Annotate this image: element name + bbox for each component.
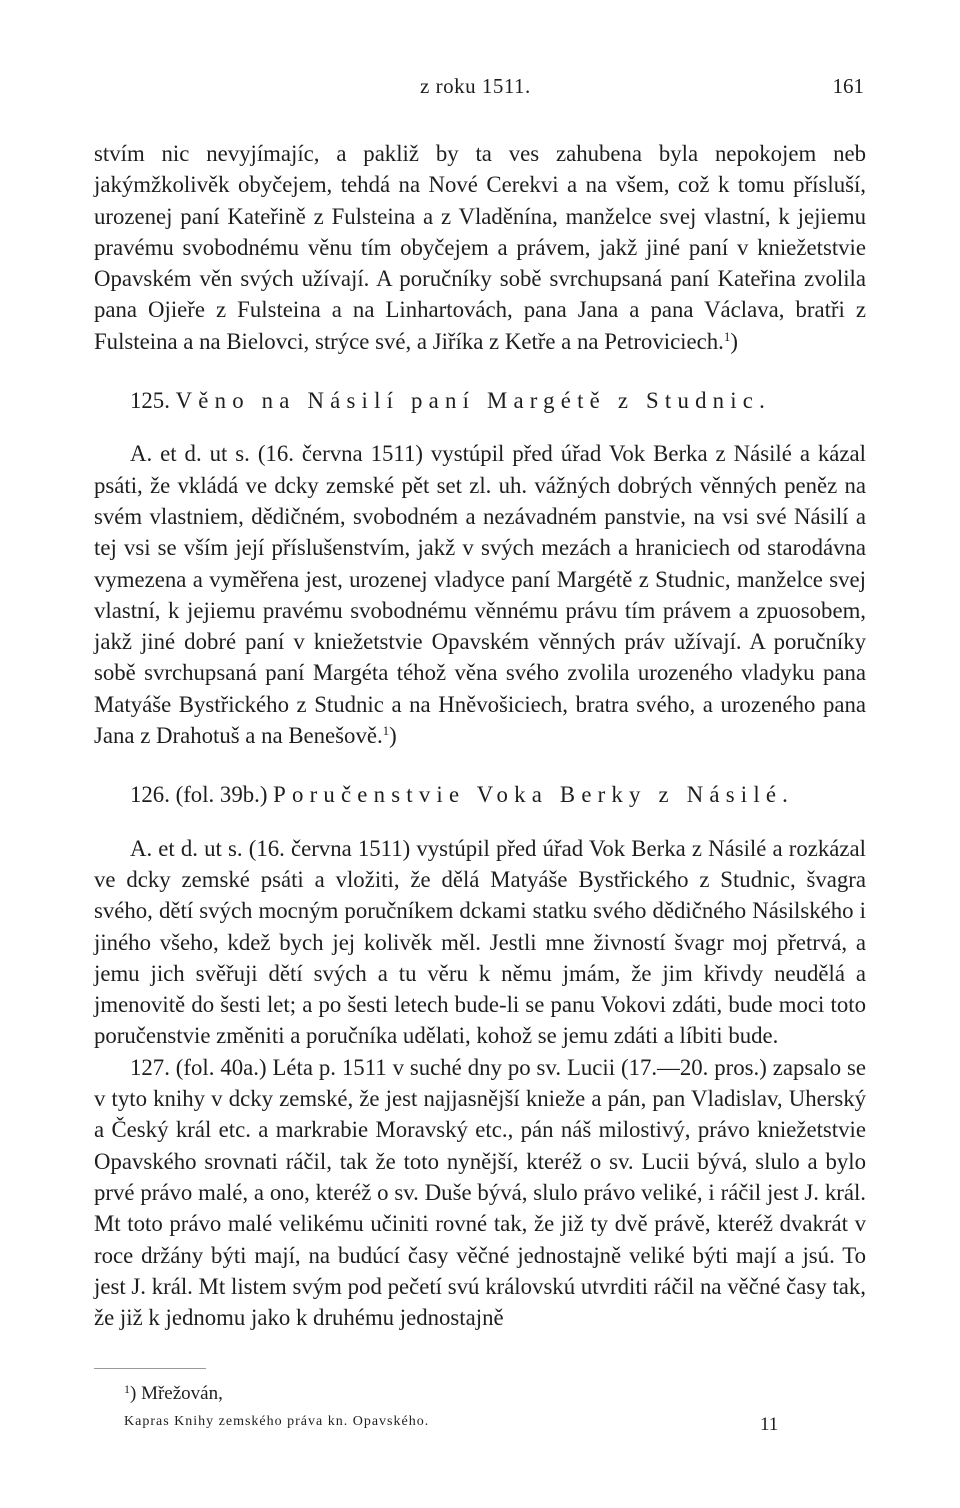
paragraph: A. et d. ut s. (16. června 1511) vystúpil před úřad Vok Berka z Násilé a kázal psáti, že vkládá ve dcky zemské pět set zl. uh. vážných dobrých věnných peněz na svém vlastniem, dědičném, svobodném a nezávadném panstvie, na vsi své Násilí a tej vsi se vším její příslušenstvím, jakž v svých mezách a hraniciech od starodávna vymezena a vyměřena jest, urozenej vladyce paní Margétě z Studnic, manželce svej vlastní, k jejiemu pravému svobodnému věnnému právu tím právem a zpuosobem, jakž jiné dobré paní v kniežetstvie Opavském věnných práv užívají. A poručníky sobě svrchupsaná paní Margéta téhož věna svého zvolila urozeného vladyku pana Matyáše Bystřického z Studnic a na Hněvošiciech, bratra svého, a urozeného pana Jana z Drahotuš a na Benešově.$^1$) — [94, 441, 866, 749]
signature-mark: 11 — [760, 1414, 779, 1435]
body-text — [94, 138, 866, 1333]
entry-heading-125 — [94, 385, 866, 416]
footnote-ref: 1 — [723, 328, 731, 344]
entry-title: Poručenstvie Voka Berky z Násilé. — [273, 782, 795, 808]
imprint-line: Kapras Knihy zemského práva kn. Opavského. — [124, 1414, 430, 1429]
running-title: z roku 1511. — [420, 74, 531, 98]
entry-lead: 127. (fol. 40a.) — [130, 1054, 267, 1080]
entry-heading-126 — [94, 779, 866, 810]
paragraph: stvím nic nevyjímajíc, a pakliž by ta ves zahubena byla nepokojem neb jakýmžkolivěk obyčejem, tehdá na Nové Cerekvi a na všem, což k tomu přísluší, urozenej paní Kateřině z Fulsteina a z Vladěnína, manželce svej vlastní, k jejiemu pravému svobodnému věnu tím obyčejem a právem, jakž jiné paní v kniežetstvie Opavském věn svých užívají. A poručníky sobě svrchupsaná paní Kateřina zvolila pana Ojieře z Fulsteina a na Linhartovách, pana Jana a pana Václava, bratři z Fulsteina a na Bielovci, strýce své, a Jiříka z Ketře a na Petroviciech.$^1$) — [94, 141, 866, 354]
paragraph — [94, 833, 866, 1052]
page-number: 161 — [832, 74, 864, 98]
entry-number: 125. — [130, 388, 170, 414]
footnote-text: Mřežován, — [141, 1383, 223, 1404]
paragraph — [94, 1052, 866, 1334]
paragraph-text: A. et d. ut s. (16. června 1511) vystúpil před úřad Vok Berka z Násilé a kázal psáti, že vkládá ve dcky zemské pět set zl. uh. vážných dobrých věnných peněz na svém vlastniem, dědičném, svobodném a nezávadném panstvie, na vsi své Násilí a tej vsi se vším její příslušenstvím, jakž v svých mezách a hraniciech od starodávna vymezena a vyměřena jest, urozenej vladyce paní Margétě z Studnic, manželce svej vlastní, k jejiemu pravému svobodnému věnnému právu tím právem a zpuosobem, jakž jiné dobré paní v kniežetstvie Opavském věnných práv užívají. A poručníky sobě svrchupsaná paní Margéta téhož věna svého zvolila urozeného vladyku pana Matyáše Bystřického z Studnic a na Hněvošiciech, bratra svého, a urozeného pana Jana z Drahotuš a na Benešově. — [94, 441, 866, 749]
entry-number: 126. — [130, 782, 170, 808]
footnote-divider — [94, 1368, 206, 1369]
footnote: $^1$) Mřežován, — [124, 1382, 223, 1404]
footnote-mark: 1 — [124, 1382, 130, 1396]
paragraph-text: A. et d. ut s. (16. června 1511) vystúpil před úřad Vok Berka z Násilé a rozkázal ve dcky zemské psáti a vložiti, že dělá Matyáše Bystřického z Studnic, švagra svého, dětí svých mocným poručníkem dckami statku svého dědičného Násilského i jiného všeho, kdež bych jej kolivěk měl. Jestli mne živností švagr moj přetrvá, a jemu jich svěřuji dětí svých a tu věru k němu jmám, že jim křivdy neudělá a jmenovitě do šesti let; a po šesti letech bude-li se panu Vokovi zdáti, bude moci toto poručenstvie změniti a poručníka udělati, kohož se jemu zdáti a líbiti bude. — [94, 835, 866, 1049]
paragraph-text: stvím nic nevyjímajíc, a pakliž by ta ves zahubena byla nepokojem neb jakýmžkolivěk obyčejem, tehdá na Nové Cerekvi a na všem, což k tomu přísluší, urozenej paní Kateřině z Fulsteina a z Vladěnína, manželce svej vlastní, k jejiemu pravému svobodnému věnu tím obyčejem a právem, jakž jiné paní v kniežetstvie Opavském věn svých užívají. A poručníky sobě svrchupsaná paní Kateřina zvolila pana Ojieře z Fulsteina a na Linhartovách, pana Jana a pana Václava, bratři z Fulsteina a na Bielovci, strýce své, a Jiříka z Ketře a na Petroviciech. — [94, 141, 866, 354]
footnote-ref: 1 — [382, 723, 390, 739]
running-header — [0, 74, 960, 104]
folio-ref: (fol. 39b.) — [175, 782, 268, 808]
entry-title: Věno na Násilí paní Margétě z Studnic. — [175, 388, 772, 414]
paragraph-text: Léta p. 1511 v suché dny po sv. Lucii (17.—20. pros.) zapsalo se v tyto knihy v dcky zemské, že jest najjasnější knieže a pán, pan Vladislav, Uherský a Český král etc. a markrabie Moravský etc., pán náš milostivý, právo kniežetstvie Opavského srovnati ráčil, tak že toto nynější, kteréž o sv. Lucii bývá, slulo a bylo prvé právo malé, a ono, kteréž o sv. Duše bývá, slulo právo veliké, i ráčil jest J. král. Mt toto právo malé velikému učiniti rovné tak, že již ty dvě právě, kteréž dvakrát v roce držány býti mají, na budúcí časy věčné jednostajně veliké býti mají a jsú. To jest J. král. Mt listem svým pod pečetí svú královskú utvrditi ráčil na věčné časy tak, že již k jednomu jako k druhému jednostajně — [94, 1054, 867, 1331]
